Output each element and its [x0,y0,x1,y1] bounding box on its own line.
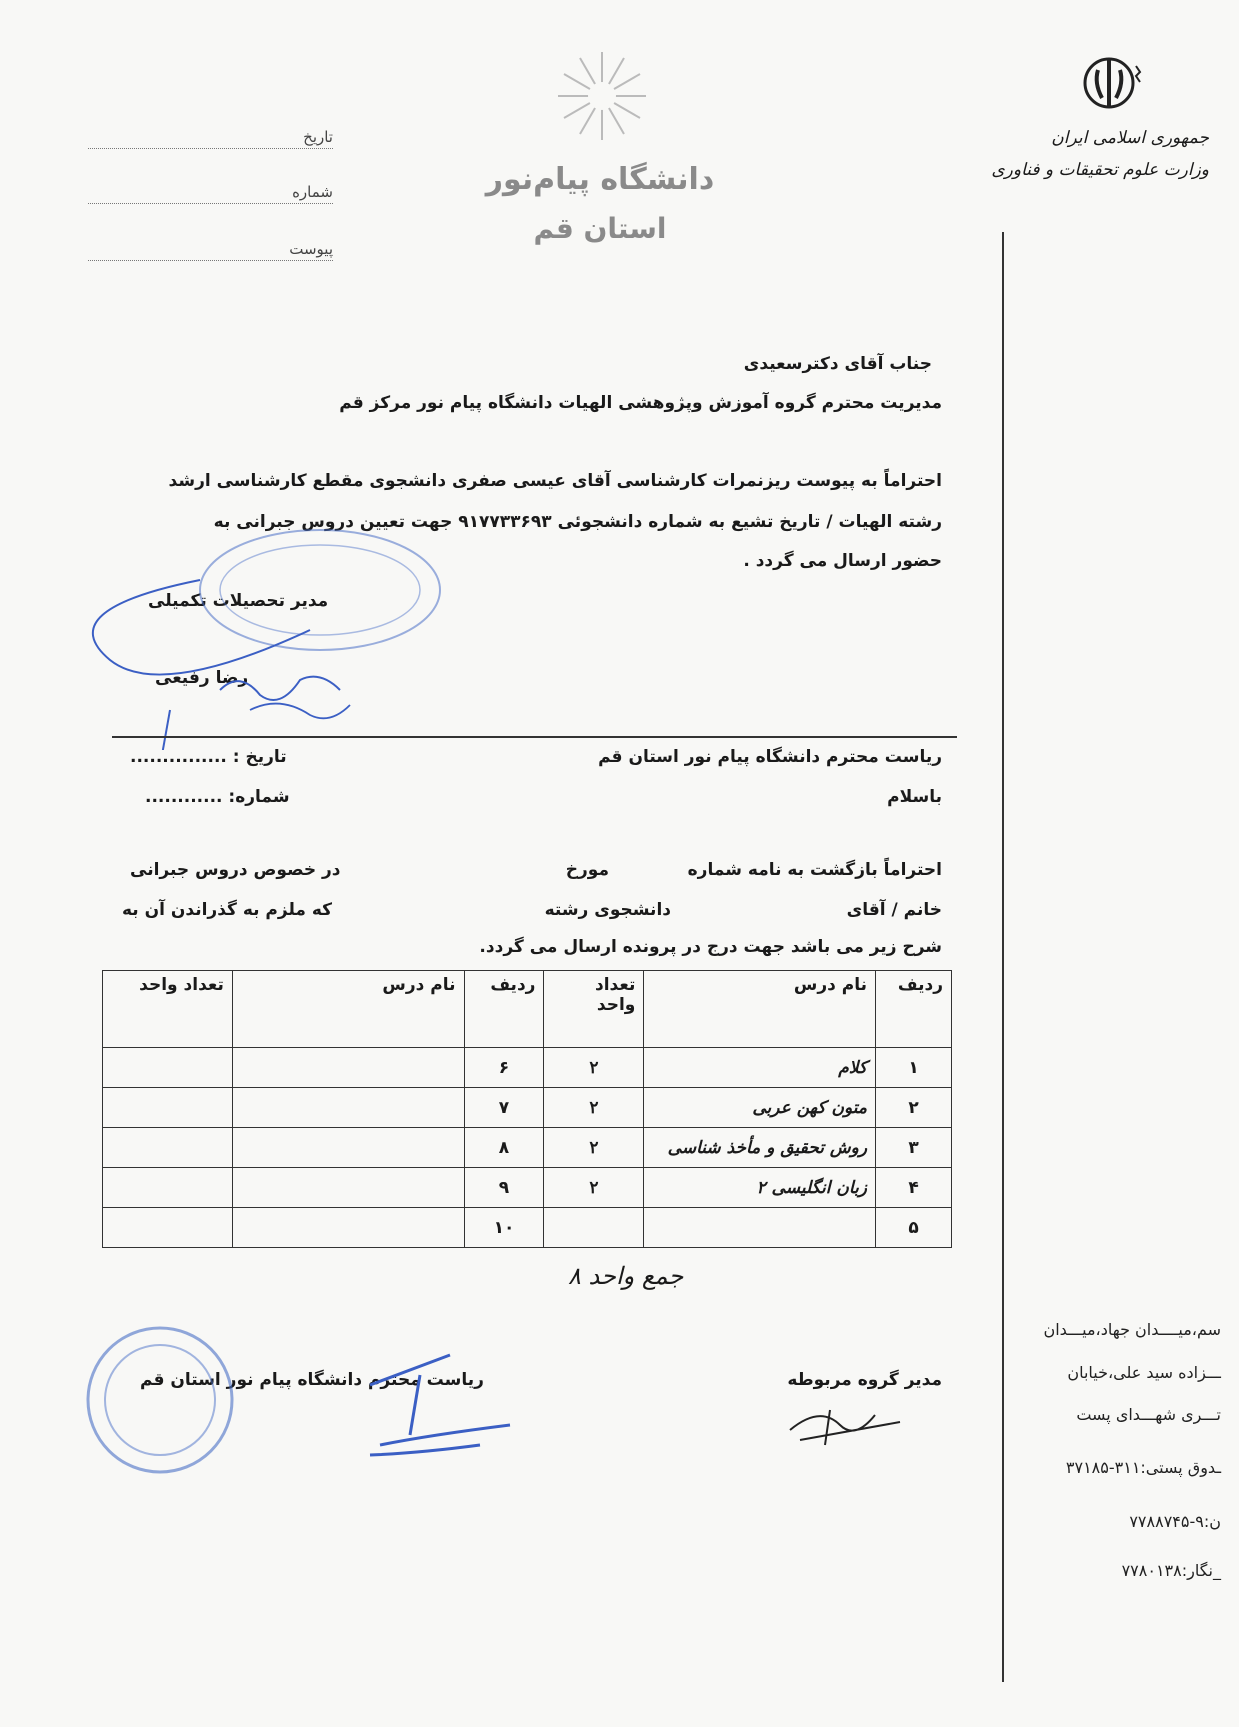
margin-divider [1002,232,1004,1682]
course-units [103,1088,233,1128]
graduate-studies-stamp [50,520,450,750]
course-units [103,1208,233,1248]
addressee-title: مدیریت محترم گروه آموزش وپژوهشی الهیات دانشگاه پیام نور مرکز قم [339,393,942,413]
table-header-cell: ردیف [876,971,952,1048]
group-manager-signature [780,1400,910,1450]
address-line-5: ن:۹-۷۷۸۸۷۴۵ [1129,1512,1221,1531]
president-label: ریاست محترم دانشگاه پیام نور استان قم [140,1370,484,1390]
table-row [103,1048,952,1088]
letter2-line1-b: مورخ [565,860,609,880]
date-field [88,128,333,149]
table-row [103,1168,952,1208]
university-logo-icon [552,46,652,146]
table-row [103,1128,952,1168]
signer-title: مدیر تحصیلات تکمیلی [148,591,329,611]
course-units [544,1208,644,1248]
row-index: ۱۰ [464,1208,544,1248]
university-name: دانشگاه پیام‌نور [485,162,715,197]
section-divider [112,736,957,738]
iran-emblem-icon [1064,48,1154,118]
courses-table [102,970,952,1248]
letter2-greeting: باسلام [887,787,942,807]
letter2-line1-c: در خصوص دروس جبرانی [130,860,341,880]
table-header-cell: ردیف [464,971,544,1048]
course-name: زبان انگلیسی ۲ [644,1168,876,1208]
table-header-cell: تعداد واحد [544,971,644,1048]
row-index: ۱ [876,1048,952,1088]
total-units-note: جمع واحد ۸ [568,1262,684,1290]
attachment-field [88,240,333,261]
course-units [103,1168,233,1208]
table-header-cell: تعداد واحد [103,971,233,1048]
ministry-line-1: جمهوری اسلامی ایران [1051,128,1209,148]
course-name: متون کهن عربی [644,1088,876,1128]
letter2-line2-b: دانشجوی رشته [544,900,671,920]
signer-name: رضا رفیعی [155,668,249,688]
letter2-line3: شرح زیر می باشد جهت درج در پرونده ارسال می گردد. [479,937,942,957]
row-index: ۵ [876,1208,952,1248]
letter2-line2-c: که ملزم به گذراندن آن به [122,900,333,920]
row-index: ۲ [876,1088,952,1128]
number-field [88,183,333,204]
course-name [232,1048,464,1088]
table-header-row [103,971,952,1048]
letter2-line1-a: احتراماً بازگشت به نامه شماره [687,860,942,880]
row-index: ۸ [464,1128,544,1168]
address-line-2: ـــزاده سید علی،خیابان [1067,1363,1221,1382]
row-index: ۴ [876,1168,952,1208]
table-row [103,1208,952,1248]
letter1-line-3: حضور ارسال می گردد . [743,551,942,571]
address-line-6: _نگار:۷۷۸۰۱۳۸ [1121,1561,1221,1580]
row-index: ۹ [464,1168,544,1208]
address-line-1: سم،میــــدان جهاد،میـــدان [1043,1320,1221,1339]
course-units [103,1048,233,1088]
ministry-line-2: وزارت علوم تحقیقات و فناوری [991,160,1209,180]
course-units: ۲ [544,1088,644,1128]
course-name [232,1208,464,1248]
row-index: ۳ [876,1128,952,1168]
row-index: ۶ [464,1048,544,1088]
letter1-line-2: رشته الهیات / تاریخ تشیع به شماره دانشجوئی ۹۱۷۷۳۳۶۹۳ جهت تعیین دروس جبرانی به [213,512,942,532]
attachment-label: پیوست [285,240,333,258]
course-units: ۲ [544,1168,644,1208]
course-name: روش تحقیق و مأخذ شناسی [644,1128,876,1168]
course-name [232,1088,464,1128]
letter1-line-1: احتراماً به پیوست ریزنمرات کارشناسی آقای عیسی صفری دانشجوی مقطع کارشناسی ارشد [168,471,942,491]
letter2-line2-a: خانم / آقای [846,900,942,920]
president-stamp-signature [80,1315,520,1515]
course-units: ۲ [544,1048,644,1088]
group-manager-label: مدیر گروه مربوطه [787,1370,942,1390]
table-header-cell: نام درس [644,971,876,1048]
course-name: کلام [644,1048,876,1088]
row-index: ۷ [464,1088,544,1128]
course-name [232,1168,464,1208]
table-row [103,1088,952,1128]
letter2-date: تاریخ : ............... [130,747,287,767]
letter2-number: شماره: ............ [145,787,290,807]
address-line-4: ـدوق پستی:۳۱۱-۳۷۱۸۵ [1065,1458,1221,1477]
table-header-cell: نام درس [232,971,464,1048]
course-units: ۲ [544,1128,644,1168]
course-name [644,1208,876,1248]
course-name [232,1128,464,1168]
letter2-addressee: ریاست محترم دانشگاه پیام نور استان قم [598,747,942,767]
address-line-3: تـــری شهـــدای پست [1076,1405,1221,1424]
number-label: شماره [288,183,333,201]
date-label: تاریخ [299,128,333,146]
addressee-name: جناب آقای دکترسعیدی [743,354,932,374]
province-name: استان قم [533,212,667,245]
course-units [103,1128,233,1168]
